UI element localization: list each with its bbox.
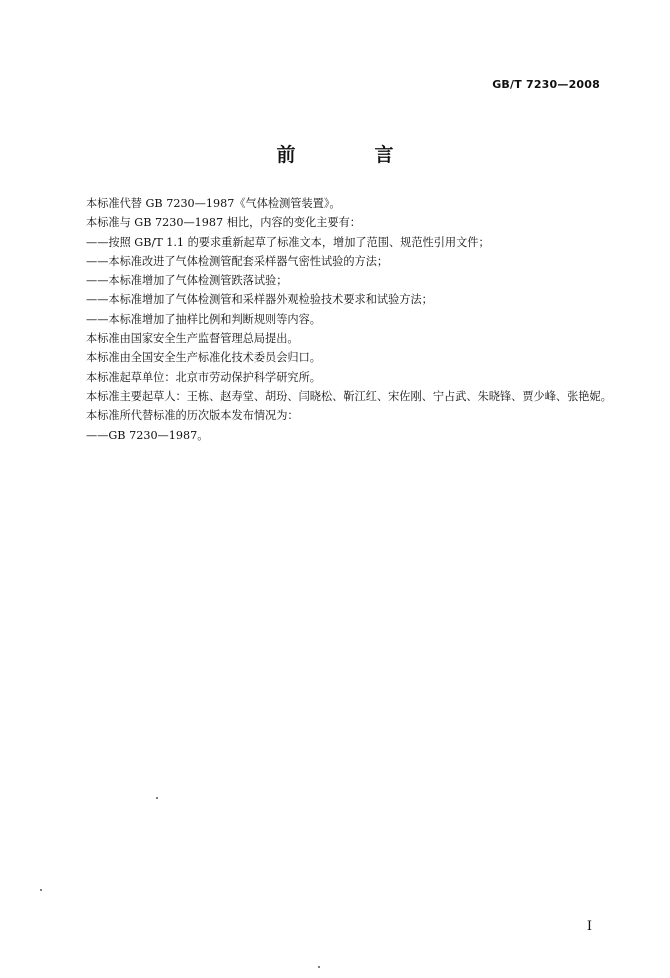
paragraph: 本标准起草单位：北京市劳动保护科学研究所。 <box>86 370 321 384</box>
scan-speck <box>156 797 158 799</box>
standard-number: GB/T 7230—2008 <box>492 78 600 91</box>
paragraph: 本标准由国家安全生产监督管理总局提出。 <box>86 332 299 346</box>
paragraph: 本标准由全国安全生产标准化技术委员会归口。 <box>86 351 321 365</box>
list-item: ——本标准改进了气体检测管配套采样器气密性试验的方法； <box>86 254 389 268</box>
list-item: ——本标准增加了抽样比例和判断规则等内容。 <box>86 312 321 326</box>
paragraph: 本标准代替 GB 7230—1987《气体检测管装置》。 <box>86 197 341 210</box>
scan-speck <box>40 889 42 891</box>
list-item: ——本标准增加了气体检测管和采样器外观检验技术要求和试验方法； <box>86 293 433 307</box>
page-title: 前 言 <box>276 144 424 166</box>
list-item: ——GB 7230—1987。 <box>86 428 209 442</box>
scan-speck <box>318 966 320 968</box>
list-item: ——本标准增加了气体检测管跌落试验； <box>86 274 288 288</box>
foreword-body <box>86 194 612 445</box>
paragraph: 本标准所代替标准的历次版本发布情况为： <box>86 409 299 423</box>
list-item: ——按照 GB/T 1.1 的要求重新起草了标准文本，增加了范围、规范性引用文件； <box>86 235 490 249</box>
paragraph: 本标准与 GB 7230—1987 相比，内容的变化主要有： <box>86 216 361 230</box>
page-number: I <box>586 919 592 934</box>
paragraph: 本标准主要起草人：王栋、赵寿堂、胡玢、闫晓松、靳江红、宋佐刚、宁占武、朱晓锋、贾少峰、张艳妮。 <box>86 389 612 403</box>
